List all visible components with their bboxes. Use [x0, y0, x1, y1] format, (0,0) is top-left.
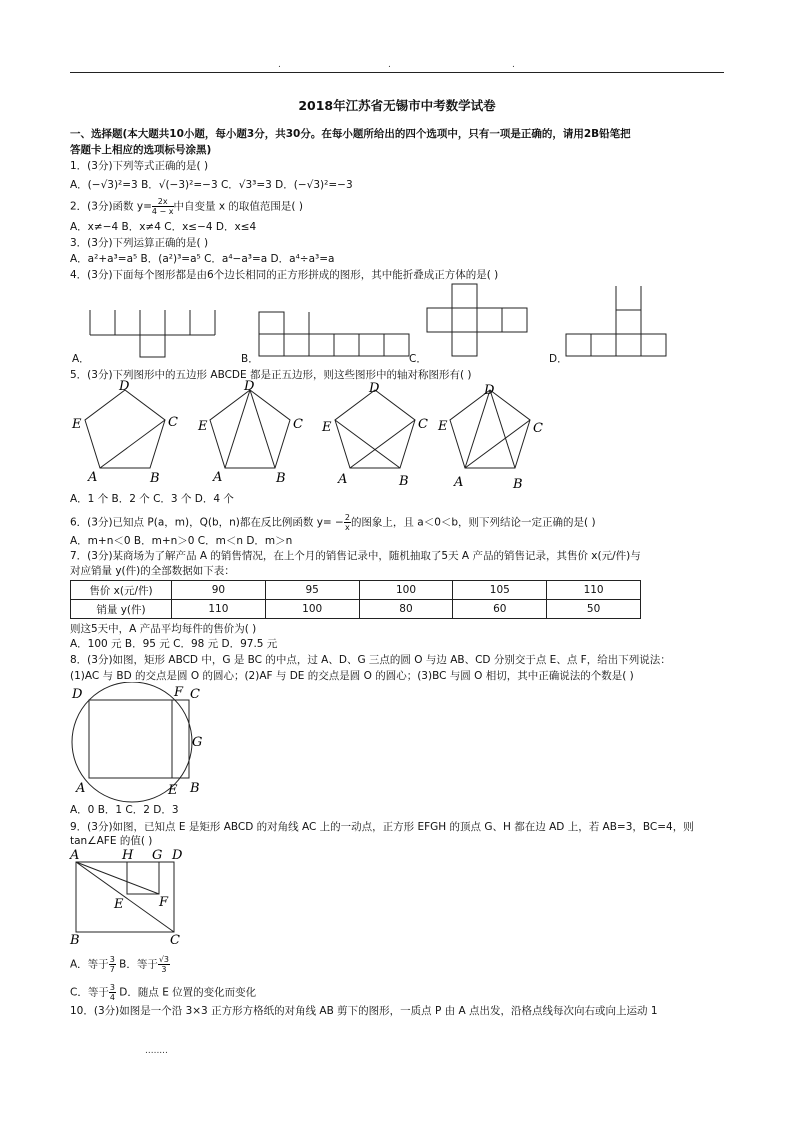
q2-frac-den: 4 − x	[151, 207, 174, 216]
q9-opt-b-den: 3	[161, 965, 167, 974]
section-heading: 一、选择题(本大题共10小题，每小题3分，共30分。在每小题所给出的四个选项中，只有一项是正确的，请用2B铅笔把	[70, 128, 631, 140]
q4-label-d: D．	[549, 353, 568, 365]
table-cell: 60	[453, 600, 547, 619]
table-cell: 105	[453, 581, 547, 600]
q5-p2-label-c: C	[293, 417, 303, 432]
q5-p4-label-c: C	[533, 421, 543, 436]
header-dot: .	[512, 60, 515, 70]
q5-p2-label-d: D	[244, 380, 255, 394]
q4-net-c	[427, 284, 527, 356]
q5-p1-label-c: C	[168, 415, 178, 430]
footer-dots: ........	[145, 1046, 168, 1056]
q8-label-c: C	[190, 687, 200, 702]
q5-p1-label-b: B	[150, 471, 160, 486]
q5-p1-label-e: E	[72, 417, 82, 432]
q8-label-e: E	[168, 783, 178, 798]
table-row	[71, 600, 641, 619]
q4-label-a: A．	[72, 353, 90, 365]
q6-stem-pre: 6．(3分)已知点 P(a，m)，Q(b，n)都在反比例函数 y= −	[70, 516, 344, 529]
table-cell: 100	[359, 581, 453, 600]
q7-stem-2: 对应销量 y(件)的全部数据如下表：	[70, 565, 235, 577]
q5-pentagons-figure	[70, 380, 570, 492]
q8-circle-rect-figure	[66, 682, 216, 804]
q9-label-g: G	[152, 848, 163, 863]
q6-stem-post: 的图象上，且 a＜0＜b，则下列结论一定正确的是( )	[350, 516, 596, 529]
page-title: 2018年江苏省无锡市中考数学试卷	[298, 98, 496, 113]
q5-p1-label-a: A	[88, 470, 98, 485]
q5-p4-label-d: D	[484, 383, 495, 398]
q2-options: A．x≠−4 B．x≠4 C．x≤−4 D．x≤4	[70, 221, 257, 233]
q9-opt-b-frac	[158, 955, 170, 974]
q8-options: A．0 B．1 C．2 D．3	[70, 804, 179, 816]
q9-opt-c-pre: C．等于	[70, 986, 109, 999]
q2-stem-pre: 2．(3分)函数 y=	[70, 200, 152, 213]
q9-label-c: C	[170, 933, 180, 946]
q5-p3-label-b: B	[399, 474, 409, 489]
q4-nets-figure	[70, 280, 724, 364]
table-row	[71, 581, 641, 600]
header-dot: .	[278, 60, 281, 70]
q7-sales-table	[70, 580, 641, 619]
q9-label-b: B	[70, 933, 80, 946]
q9-rect-square-figure	[66, 846, 196, 946]
q9-opt-d: D．随点 E 位置的变化而变化	[115, 986, 257, 999]
q9-label-e: E	[114, 897, 124, 912]
q8-label-d: D	[72, 687, 83, 702]
q4-net-a	[90, 310, 215, 357]
q9-opt-b-pre: B．等于	[115, 958, 158, 971]
q1-options: A．(−√3)²=3 B．√(−3)²=−3 C．√3³=3 D．(−√3)²=−3	[70, 179, 353, 191]
q7-options: A．100 元 B．95 元 C．98 元 D．97.5 元	[70, 638, 278, 650]
q5-p3-label-a: A	[338, 472, 348, 487]
q7-stem-1: 7．(3分)某商场为了解产品 A 的销售情况，在上个月的销售记录中，随机抽取了5天 A 产品的销售记录，其售价 x(元/件)与	[70, 550, 641, 562]
q5-p3-label-e: E	[322, 420, 332, 435]
q6-frac-num: 2	[344, 513, 350, 522]
q9-opt-a-frac	[109, 955, 116, 974]
q5-options: A．1 个 B．2 个 C．3 个 D．4 个	[70, 493, 234, 505]
table-cell: 50	[547, 600, 641, 619]
q5-p2-label-a: A	[213, 470, 223, 485]
q9-stem-2: tan∠AFE 的值( )	[70, 835, 153, 847]
q7-stem-3: 则这5天中，A 产品平均每件的售价为( )	[70, 623, 257, 635]
q3-stem: 3．(3分)下列运算正确的是( )	[70, 237, 209, 249]
q1-stem: 1．(3分)下列等式正确的是( )	[70, 160, 209, 172]
q9-label-a: A	[70, 848, 80, 863]
q9-opt-c-frac	[109, 983, 116, 1002]
q5-p2-label-e: E	[198, 419, 208, 434]
q9-label-d: D	[172, 848, 183, 863]
table-cell: 110	[547, 581, 641, 600]
q2-stem-post: 中自变量 x 的取值范围是( )	[173, 200, 303, 213]
table-header-price: 售价 x(元/件)	[71, 581, 172, 600]
q4-net-b	[259, 312, 409, 356]
q5-p3-label-d: D	[369, 381, 380, 396]
q8-label-f: F	[174, 685, 184, 700]
q9-label-h: H	[122, 848, 134, 863]
table-cell: 90	[172, 581, 266, 600]
header-rule	[70, 72, 724, 73]
q9-opt-b-num: √3	[158, 955, 170, 964]
table-header-volume: 销量 y(件)	[71, 600, 172, 619]
q8-label-a: A	[76, 781, 86, 796]
q3-options: A．a²+a³=a⁵ B．(a²)³=a⁵ C．a⁴−a³=a D．a⁴÷a³=a	[70, 253, 335, 265]
q8-label-g: G	[192, 735, 203, 750]
q9-stem-1: 9．(3分)如图，已知点 E 是矩形 ABCD 的对角线 AC 上的一动点，正方形 EFGH 的顶点 G、H 都在边 AD 上，若 AB=3，BC=4，则	[70, 821, 694, 833]
q5-p4-label-e: E	[438, 419, 448, 434]
q9-opt-a-pre: A．等于	[70, 958, 109, 971]
q6-fraction	[344, 513, 351, 532]
q9-opt-c-num: 3	[109, 983, 115, 992]
q5-p4-label-a: A	[454, 475, 464, 490]
q2-frac-num: 2x	[152, 197, 174, 207]
header-dot: .	[388, 60, 391, 70]
q8-label-b: B	[190, 781, 200, 796]
q10-stem: 10．(3分)如图是一个沿 3×3 正方形方格纸的对角线 AB 剪下的图形，一质点 P 由 A 点出发，沿格点线每次向右或向上运动 1	[70, 1005, 658, 1017]
q9-opt-c-den: 4	[109, 993, 115, 1002]
section-heading-cont: 答题卡上相应的选项标号涂黑)	[70, 144, 212, 156]
q8-stem-1: 8．(3分)如图，矩形 ABCD 中，G 是 BC 的中点，过 A、D、G 三点的圆 O 与边 AB、CD 分别交于点 E、点 F，给出下列说法：	[70, 654, 671, 666]
q9-opt-a-num: 3	[109, 955, 115, 964]
q4-stem: 4．(3分)下面每个图形都是由6个边长相同的正方形拼成的图形，其中能折叠成正方体的是( )	[70, 269, 499, 281]
table-cell: 95	[265, 581, 359, 600]
q9-label-f: F	[159, 895, 169, 910]
table-cell: 110	[172, 600, 266, 619]
q9-opt-a-den: 7	[109, 965, 115, 974]
q6-options: A．m+n＜0 B．m+n＞0 C．m＜n D．m＞n	[70, 535, 293, 547]
q4-label-c: C．	[409, 353, 427, 365]
q2-stem	[70, 197, 303, 216]
q2-fraction	[152, 197, 174, 216]
q6-frac-den: x	[345, 523, 350, 532]
table-cell: 80	[359, 600, 453, 619]
q9-options-cd	[70, 983, 256, 1002]
q6-stem	[70, 513, 596, 532]
table-cell: 100	[265, 600, 359, 619]
q5-stem: 5．(3分)下列图形中的五边形 ABCDE 都是正五边形，则这些图形中的轴对称图形有( )	[70, 369, 472, 381]
q5-p3-label-c: C	[418, 417, 428, 432]
q4-net-d	[566, 286, 666, 356]
q5-p4-label-b: B	[513, 477, 523, 492]
q8-stem-2: (1)AC 与 BD 的交点是圆 O 的圆心；(2)AF 与 DE 的交点是圆 O 的圆心；(3)BC 与圆 O 相切，其中正确说法的个数是( )	[70, 670, 634, 682]
q9-options-ab	[70, 955, 170, 974]
q5-p1-label-d: D	[119, 380, 130, 394]
q4-label-b: B．	[241, 353, 259, 365]
q5-p2-label-b: B	[276, 471, 286, 486]
